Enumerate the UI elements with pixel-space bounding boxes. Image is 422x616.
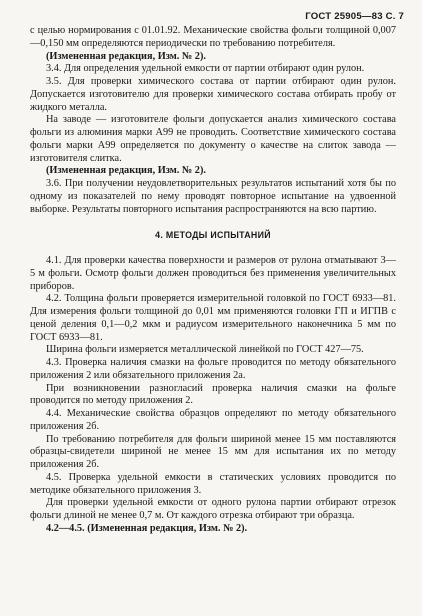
clause-4-3-dispute: При возникновении разногласий проверка наличия смазки на фольге проводится по методу приложения 2. [30,382,396,407]
clause-3-5: 3.5. Для проверки химического состава от партии отбирают один рулон. Допускается изготовителю для проверки химического состава отбирать пробу от жидкого металла. [30,76,396,113]
body-text [30,25,396,536]
page-header: ГОСТ 25905—83 С. 7 [305,11,404,22]
section-heading: 4. МЕТОДЫ ИСПЫТАНИЙ [155,230,271,241]
clause-4-4-cont: По требованию потребителя для фольги шириной менее 15 мм поставляются образцы-свидетели шириной не менее 15 мм для испытания их по методу приложения 2б. [30,433,396,470]
paragraph-continuation: с целью нормирования с 01.01.92. Механические свойства фольги толщиной 0,007—0,150 мм определяются периодически по требованию потребителя. [30,25,396,49]
clause-4-5: 4.5. Проверка удельной емкости в статических условиях проводится по методике обязательного приложения 3. [30,471,396,496]
clause-4-4: 4.4. Механические свойства образцов определяют по методу обязательного приложения 2б. [30,408,396,432]
clause-3-5-cont: На заводе — изготовителе фольги допускается анализ химического состава фольги из алюминия марки А99 не проводить. Соответствие химического состава фольги марки А99 определяется по документу о качестве на слиток завода — изготовителя слитка. [30,114,396,164]
amendment-note: (Измененная редакция, Изм. № 2). [46,50,206,62]
clause-4-3: 4.3. Проверка наличия смазки на фольге проводится по методу обязательного приложения 2 или обязательного приложения 2а. [30,357,396,381]
clause-4-1: 4.1. Для проверки качества поверхности и размеров от рулона отматывают 3— 5 м фольги. Осмотр фольги должен проводиться без применения увеличительных приборов. [30,255,396,292]
clause-4-5-cont: Для проверки удельной емкости от одного рулона партии отбирают отрезок фольги длиной не менее 0,7 м. От каждого отрезка отбирают три образца. [30,497,396,521]
clause-3-4: 3.4. Для определения удельной емкости от партии отбирают один рулон. [46,63,365,75]
clause-3-6: 3.6. При получении неудовлетворительных результатов испытаний хотя бы по одному из показателей по нему проводят повторное испытание на удвоенной выборке. Результаты повторного испытания распространяются на всю партию. [30,178,396,215]
clause-4-2: 4.2. Толщина фольги проверяется измерительной головкой по ГОСТ 6933—81. Для измерения фольги толщиной до 0,01 мм применяются головки ГП и ИГПВ с ценой деления 0,1—0,2 мкм и радиусом измерительного наконечника 5 мм по ГОСТ 6933—81. [30,293,396,343]
amendment-note: (Измененная редакция, Изм. № 2). [46,165,206,177]
amendment-note: 4.2—4.5. (Измененная редакция, Изм. № 2). [46,522,248,534]
clause-4-2-width: Ширина фольги измеряется металлической линейкой по ГОСТ 427—75. [46,344,364,356]
